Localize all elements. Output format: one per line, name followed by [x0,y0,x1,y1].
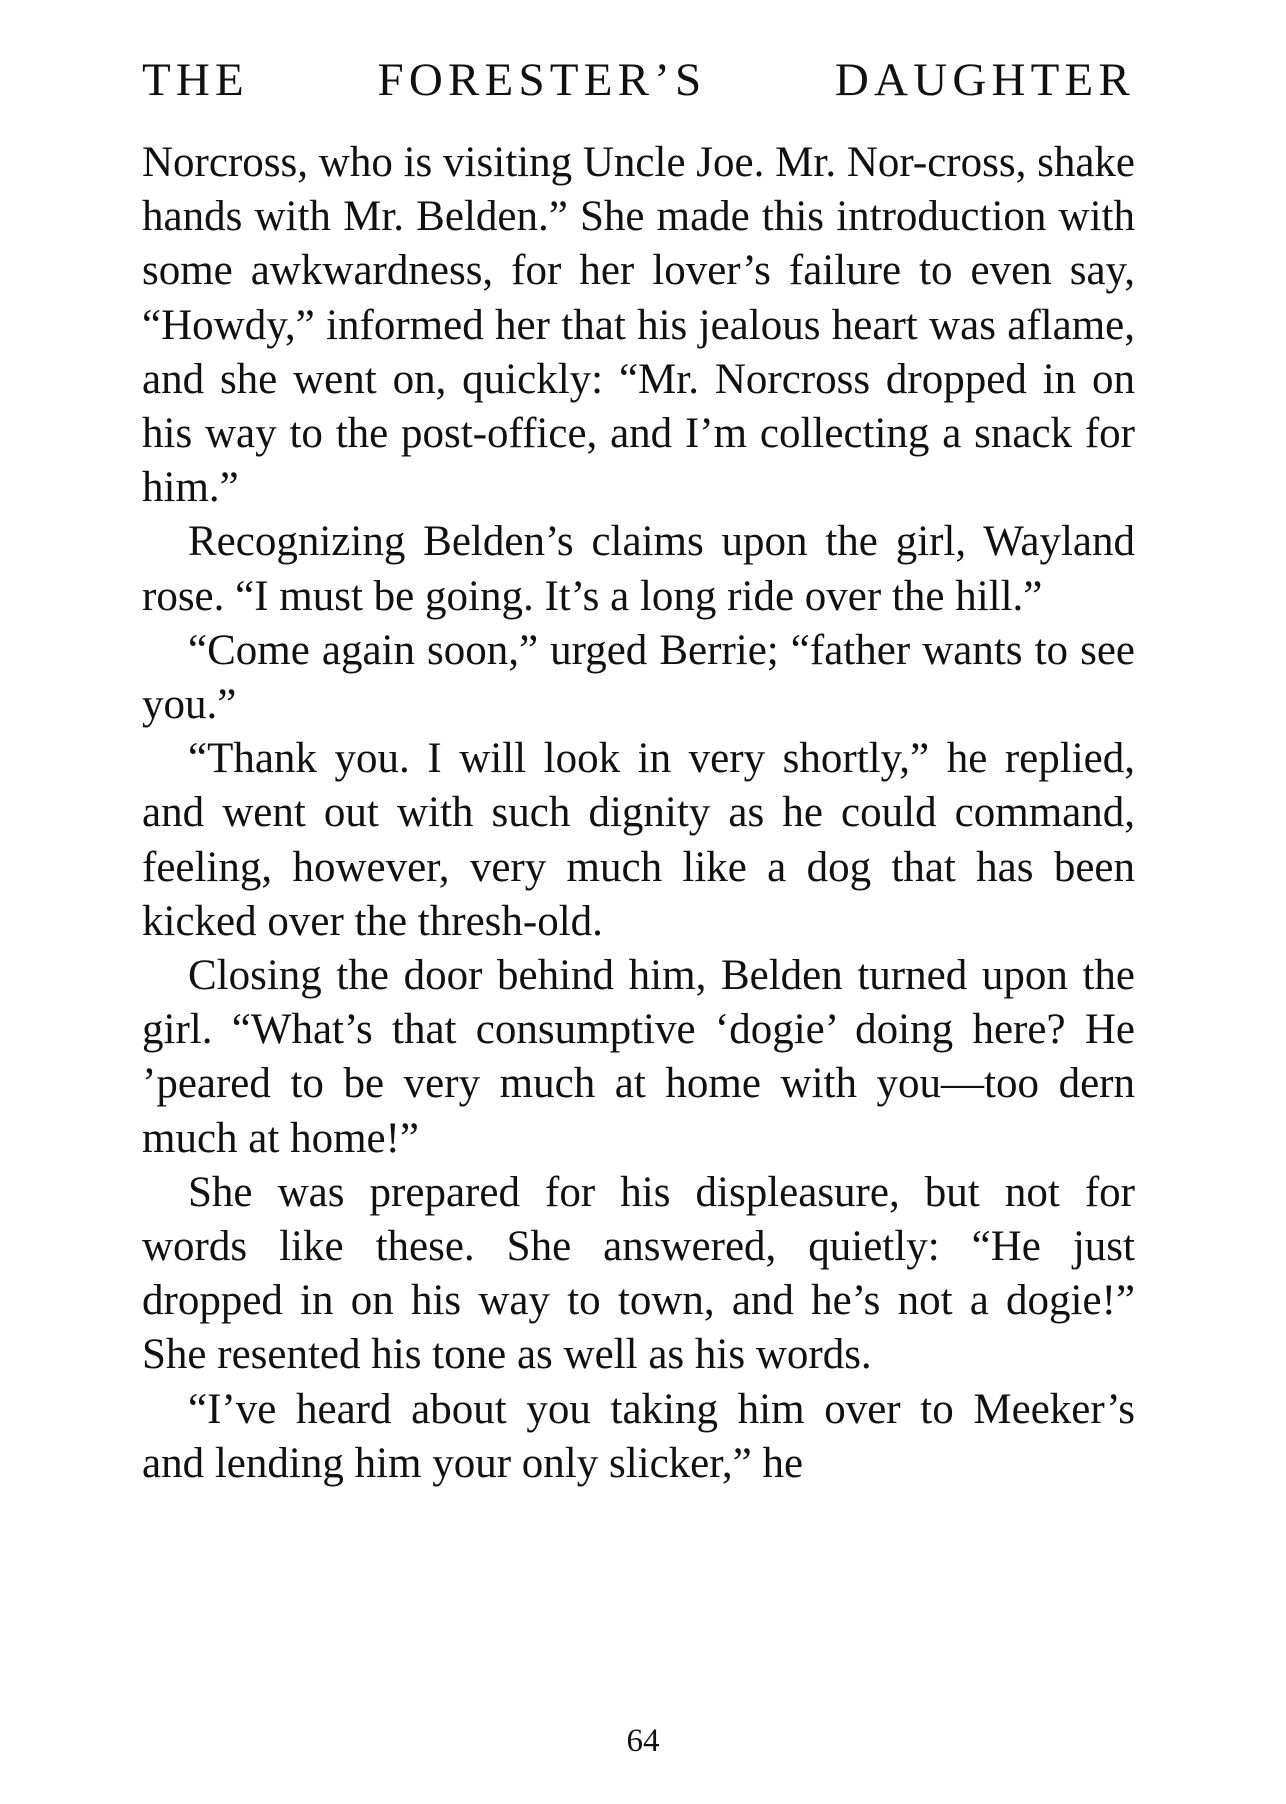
body-text [142,136,1135,1491]
paragraph: Norcross, who is visiting Uncle Joe. Mr. Nor-cross, shake hands with Mr. Belden.” She made this introduction with some awkwardness, for her lover’s failure to even say, “Howdy,” informed her that his jealous heart was aflame, and she went on, quickly: “Mr. Norcross dropped in on his way to the post-office, and I’m collecting a snack for him.” [142,139,1135,512]
paragraph: She was prepared for his displeasure, but not for words like these. She answered, quietly: “He just dropped in on his way to town, and he’s not a dogie!” She resented his tone as well as his words. [142,1168,1135,1379]
page-number: 64 [626,1723,660,1759]
paragraph: Recognizing Belden’s claims upon the girl, Wayland rose. “I must be going. It’s a long ride over the hill.” [142,518,1135,620]
running-head: THE FORESTER’S DAUGHTER [142,54,1135,106]
paragraph: “Thank you. I will look in very shortly,” he replied, and went out with such dignity as he could command, feeling, however, very much like a dog that has been kicked over the thresh-old. [142,735,1135,945]
paragraph: Closing the door behind him, Belden turned upon the girl. “What’s that consumptive ‘dogie’ doing here? He ’peared to be very much at home with you—too dern much at home!” [142,952,1135,1162]
paragraph: “I’ve heard about you taking him over to Meeker’s and lending him your only slicker,” he [142,1385,1135,1487]
paragraph: “Come again soon,” urged Berrie; “father wants to see you.” [142,626,1135,729]
